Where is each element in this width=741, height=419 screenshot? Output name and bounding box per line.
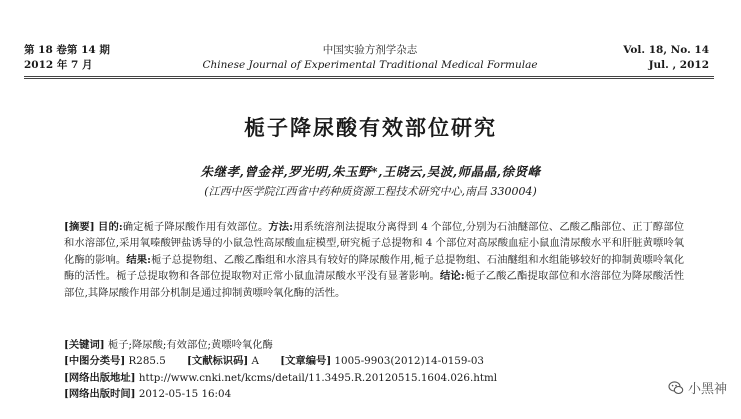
article-no-value: 1005-9903(2012)14-0159-03 (334, 355, 484, 368)
keywords-label: [关键词] (64, 339, 105, 351)
conclusion-label: 结论: (439, 270, 465, 283)
journal-name (150, 43, 590, 73)
journal-volume-info (24, 43, 110, 73)
journal-name-cn: 中国实验方剂学杂志 (322, 44, 418, 56)
volume-issue: 第 18 卷第 14 期 (24, 44, 110, 56)
objective-text: 确定栀子降尿酸作用有效部位。 (122, 221, 269, 233)
keywords-value: 栀子;降尿酸;有效部位;黄嘌呤氧化酶 (107, 339, 273, 351)
url-value[interactable]: http://www.cnki.net/kcms/detail/11.3495.R.20120515.1604.026.html (138, 371, 498, 384)
conclusion-text: 栀子乙酸乙酯提取部位和水溶部位为降尿酸活性部位,其降尿酸作用部分机制是通过抑制黄嘌呤氧化酶的活性。 (64, 270, 685, 299)
header-divider-2 (24, 78, 714, 79)
publish-time-row (64, 386, 497, 402)
header-divider (24, 76, 714, 77)
keywords-row (64, 337, 497, 353)
clc-label: [中图分类号] (64, 355, 126, 368)
article-no-label: [文章编号] (280, 355, 332, 368)
url-row (64, 370, 497, 386)
publish-month-en: Jul. , 2012 (648, 59, 709, 71)
journal-volume-info-en (623, 43, 709, 73)
clc-value: R285.5 (128, 355, 166, 368)
method-label: 方法: (268, 221, 293, 233)
publish-month: 2012 年 7 月 (24, 59, 93, 71)
author-list: 朱继孝,曾金祥,罗光明,朱玉野*,王晓云,吴波,师晶晶,徐贤峰 (200, 164, 541, 179)
publish-time-value: 2012-05-15 16:04 (138, 387, 232, 400)
abstract (64, 219, 684, 301)
result-text: 栀子总提物组、乙酸乙酯组和水溶具有较好的降尿酸作用,栀子总提物组、石油醚组和水组能够较好的抑制黄嘌呤氧化酶的活性。栀子总提取物和各部位提取物对正常小鼠血清尿酸水平没有显著影响。 (64, 253, 684, 283)
journal-name-en: Chinese Journal of Experimental Traditional Medical Formulae (202, 59, 538, 71)
article-metadata (64, 337, 497, 402)
doc-code-value: A (251, 355, 259, 368)
classification-row (64, 353, 497, 369)
result-label: 结果: (126, 253, 151, 266)
abstract-label: [摘要] (64, 221, 95, 233)
watermark (668, 378, 727, 397)
paper-title: 栀子降尿酸有效部位研究 (244, 115, 497, 140)
doc-code-label: [文献标识码] (187, 355, 249, 368)
volume-issue-en: Vol. 18, No. 14 (623, 44, 709, 56)
url-label: [网络出版地址] (64, 371, 136, 384)
publish-time-label: [网络出版时间] (64, 387, 136, 400)
watermark-text: 小黑神 (687, 382, 727, 397)
wechat-icon (668, 380, 684, 396)
affiliation: (江西中医学院江西省中药种质资源工程技术研究中心,南昌 330004) (204, 185, 537, 198)
method-text: 用系统溶剂法提取分离得到 4 个部位,分别为石油醚部位、乙酸乙酯部位、正丁醇部位和水溶部位,采用氧嗪酸钾盐诱导的小鼠急性高尿酸血症模型,研究栀子总提物和 4 个部位对高尿酸血症小鼠血清尿酸水平和肝脏黄嘌呤氧化酶的影响。 (64, 221, 685, 266)
objective-label: 目的: (98, 221, 123, 233)
